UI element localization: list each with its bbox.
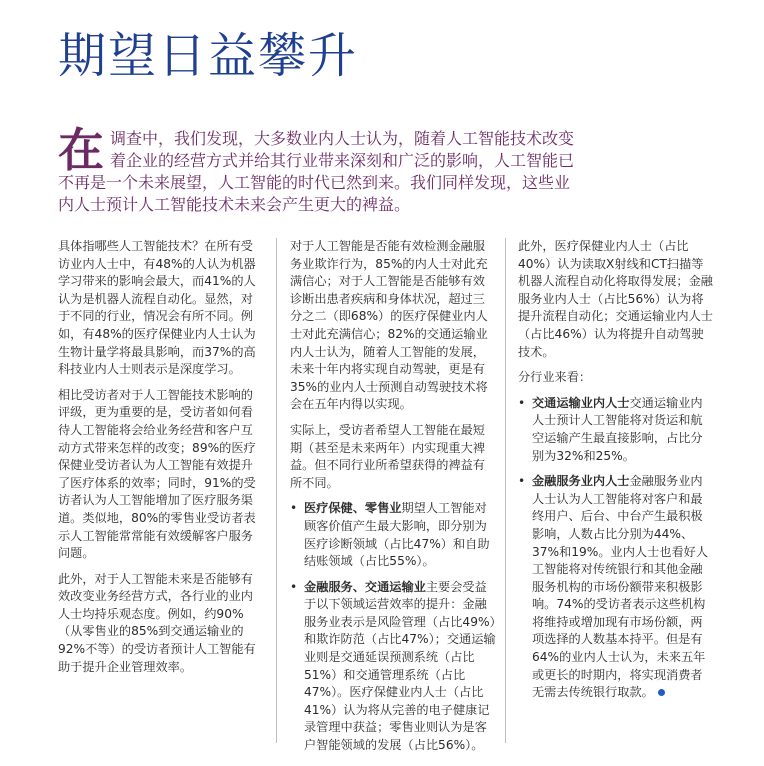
col1-paragraph-3: 此外，对于人工智能未来是否能够有效改变业务经营方式，各行业的业内人士均持乐观态度。例如，约90%（从零售业的85%到交通运输业的92%不等）的受访者预计人工智能有助于提升企业管理效率。 [58,571,256,674]
bullet-heading: 医疗保健、零售业 [304,501,402,516]
col1-paragraph-1: 具体指哪些人工智能技术？在所有受访业内人士中，有48%的人认为机器学习带来的影响会最大，而41%的人认为是机器人流程自动化。显然，对于不同的行业，情况会有所不同。例如，有48%的医疗保健业内人士认为生物计量学将最具影响，而37%的高科技业内人士则表示是深度学习。 [58,239,256,377]
col3-bullet-list [518,395,714,702]
list-item [518,395,714,465]
bullet-heading: 金融服务业内人士 [532,474,630,489]
col2-paragraph-2: 实际上，受访者希望人工智能在最短期（甚至是未来两年）内实现重大裨益。但不同行业所希望获得的裨益有所不同。 [290,422,485,490]
bullet-text: 主要会受益于以下领域运营效率的提升：金融服务业表示是风险管理（占比49%）和欺诈防范（占比47%）；交通运输业则是交通延误预测系统（占比51%）和交通管理系统（占比47%）。医疗保健业内人士（占比41%）认为将从完善的电子健康记录管理中获益；零售业则认为是客户智能领域的发展（占比56%）。 [304,579,496,753]
column-3 [518,238,714,710]
col2-bullet-list [290,500,496,754]
end-mark-icon [658,689,665,696]
list-item [518,473,714,702]
col1-paragraph-2: 相比受访者对于人工智能技术影响的评级，更为重要的是，受访者如何看待人工智能将会给业务经营和客户互动方式带来怎样的改变；89%的医疗保健业受访者认为人工智能有效提升了医疗体系的效率；同时，91%的受访者认为人工智能增加了医疗服务渠道。类似地，80%的零售业受访者表示人工智能常常能有效缓解客户服务问题。 [58,387,256,561]
column-1 [58,238,264,684]
col3-paragraph-2: 分行业来看： [518,370,592,385]
col2-paragraph-1: 对于人工智能是否能有效检测金融服务业欺诈行为，85%的内人士对此充满信心；对于人工智能是否能够有效诊断出患者疾病和身体状况，超过三分之二（即68%）的医疗保健业内人士对此充满信心；82%的交通运输业内人士认为，随着人工智能的发展，未来十年内将实现自动驾驶，更是有35%的业内人士预测自动驾驶技术将会在五年内得以实现。 [290,239,488,412]
col3-paragraph-1: 此外，医疗保健业内人士（占比40%）认为读取X射线和CT扫描等机器人流程自动化将取得发展；金融服务业内人士（占比56%）认为将提升流程自动化；交通运输业内人士（占比46%）认为将提升自动驾驶技术。 [518,239,713,359]
list-item [290,579,496,755]
bullet-text: 期望人工智能对顾客价值产生最大影响，即分别为医疗诊断领域（占比47%）和自助结账领域（占比55%）。 [304,501,490,569]
bullet-heading: 金融服务、交通运输业 [304,579,426,594]
column-divider [505,238,506,743]
column-2 [290,238,496,763]
column-divider [276,238,277,743]
page-title: 期望日益攀升 [58,28,359,84]
intro-text: 调查中，我们发现，大多数业内人士认为，随着人工智能技术改变着企业的经营方式并给其行业带来深刻和广泛的影响，人工智能已不再是一个未来展望，人工智能的时代已然到来。我们同样发现，这些业内人士预计人工智能技术未来会产生更大的裨益。 [58,129,575,214]
bullet-heading: 交通运输业内人士 [532,395,630,410]
bullet-text: 交通运输业内人士预计人工智能将对货运和航空运输产生最直接影响，占比分别为32%和25%。 [532,395,703,463]
list-item [290,500,496,570]
drop-cap: 在 [58,123,104,177]
bullet-text: 金融服务业内人士认为人工智能将对客户和最终用户、后台、中台产生最积极影响，人数占比分别为44%、37%和19%。业内人士也看好人工智能将对传统银行和其他金融服务机构的市场份额带来积极影响。74%的受访者表示这些机构将维持或增加现有市场份额，两项选择的人数基本持平。但是有64%的业内人士认为，未来五年或更长的时期内，将实现消费者无需去传统银行取款。 [532,474,709,700]
intro-paragraph [58,123,578,216]
